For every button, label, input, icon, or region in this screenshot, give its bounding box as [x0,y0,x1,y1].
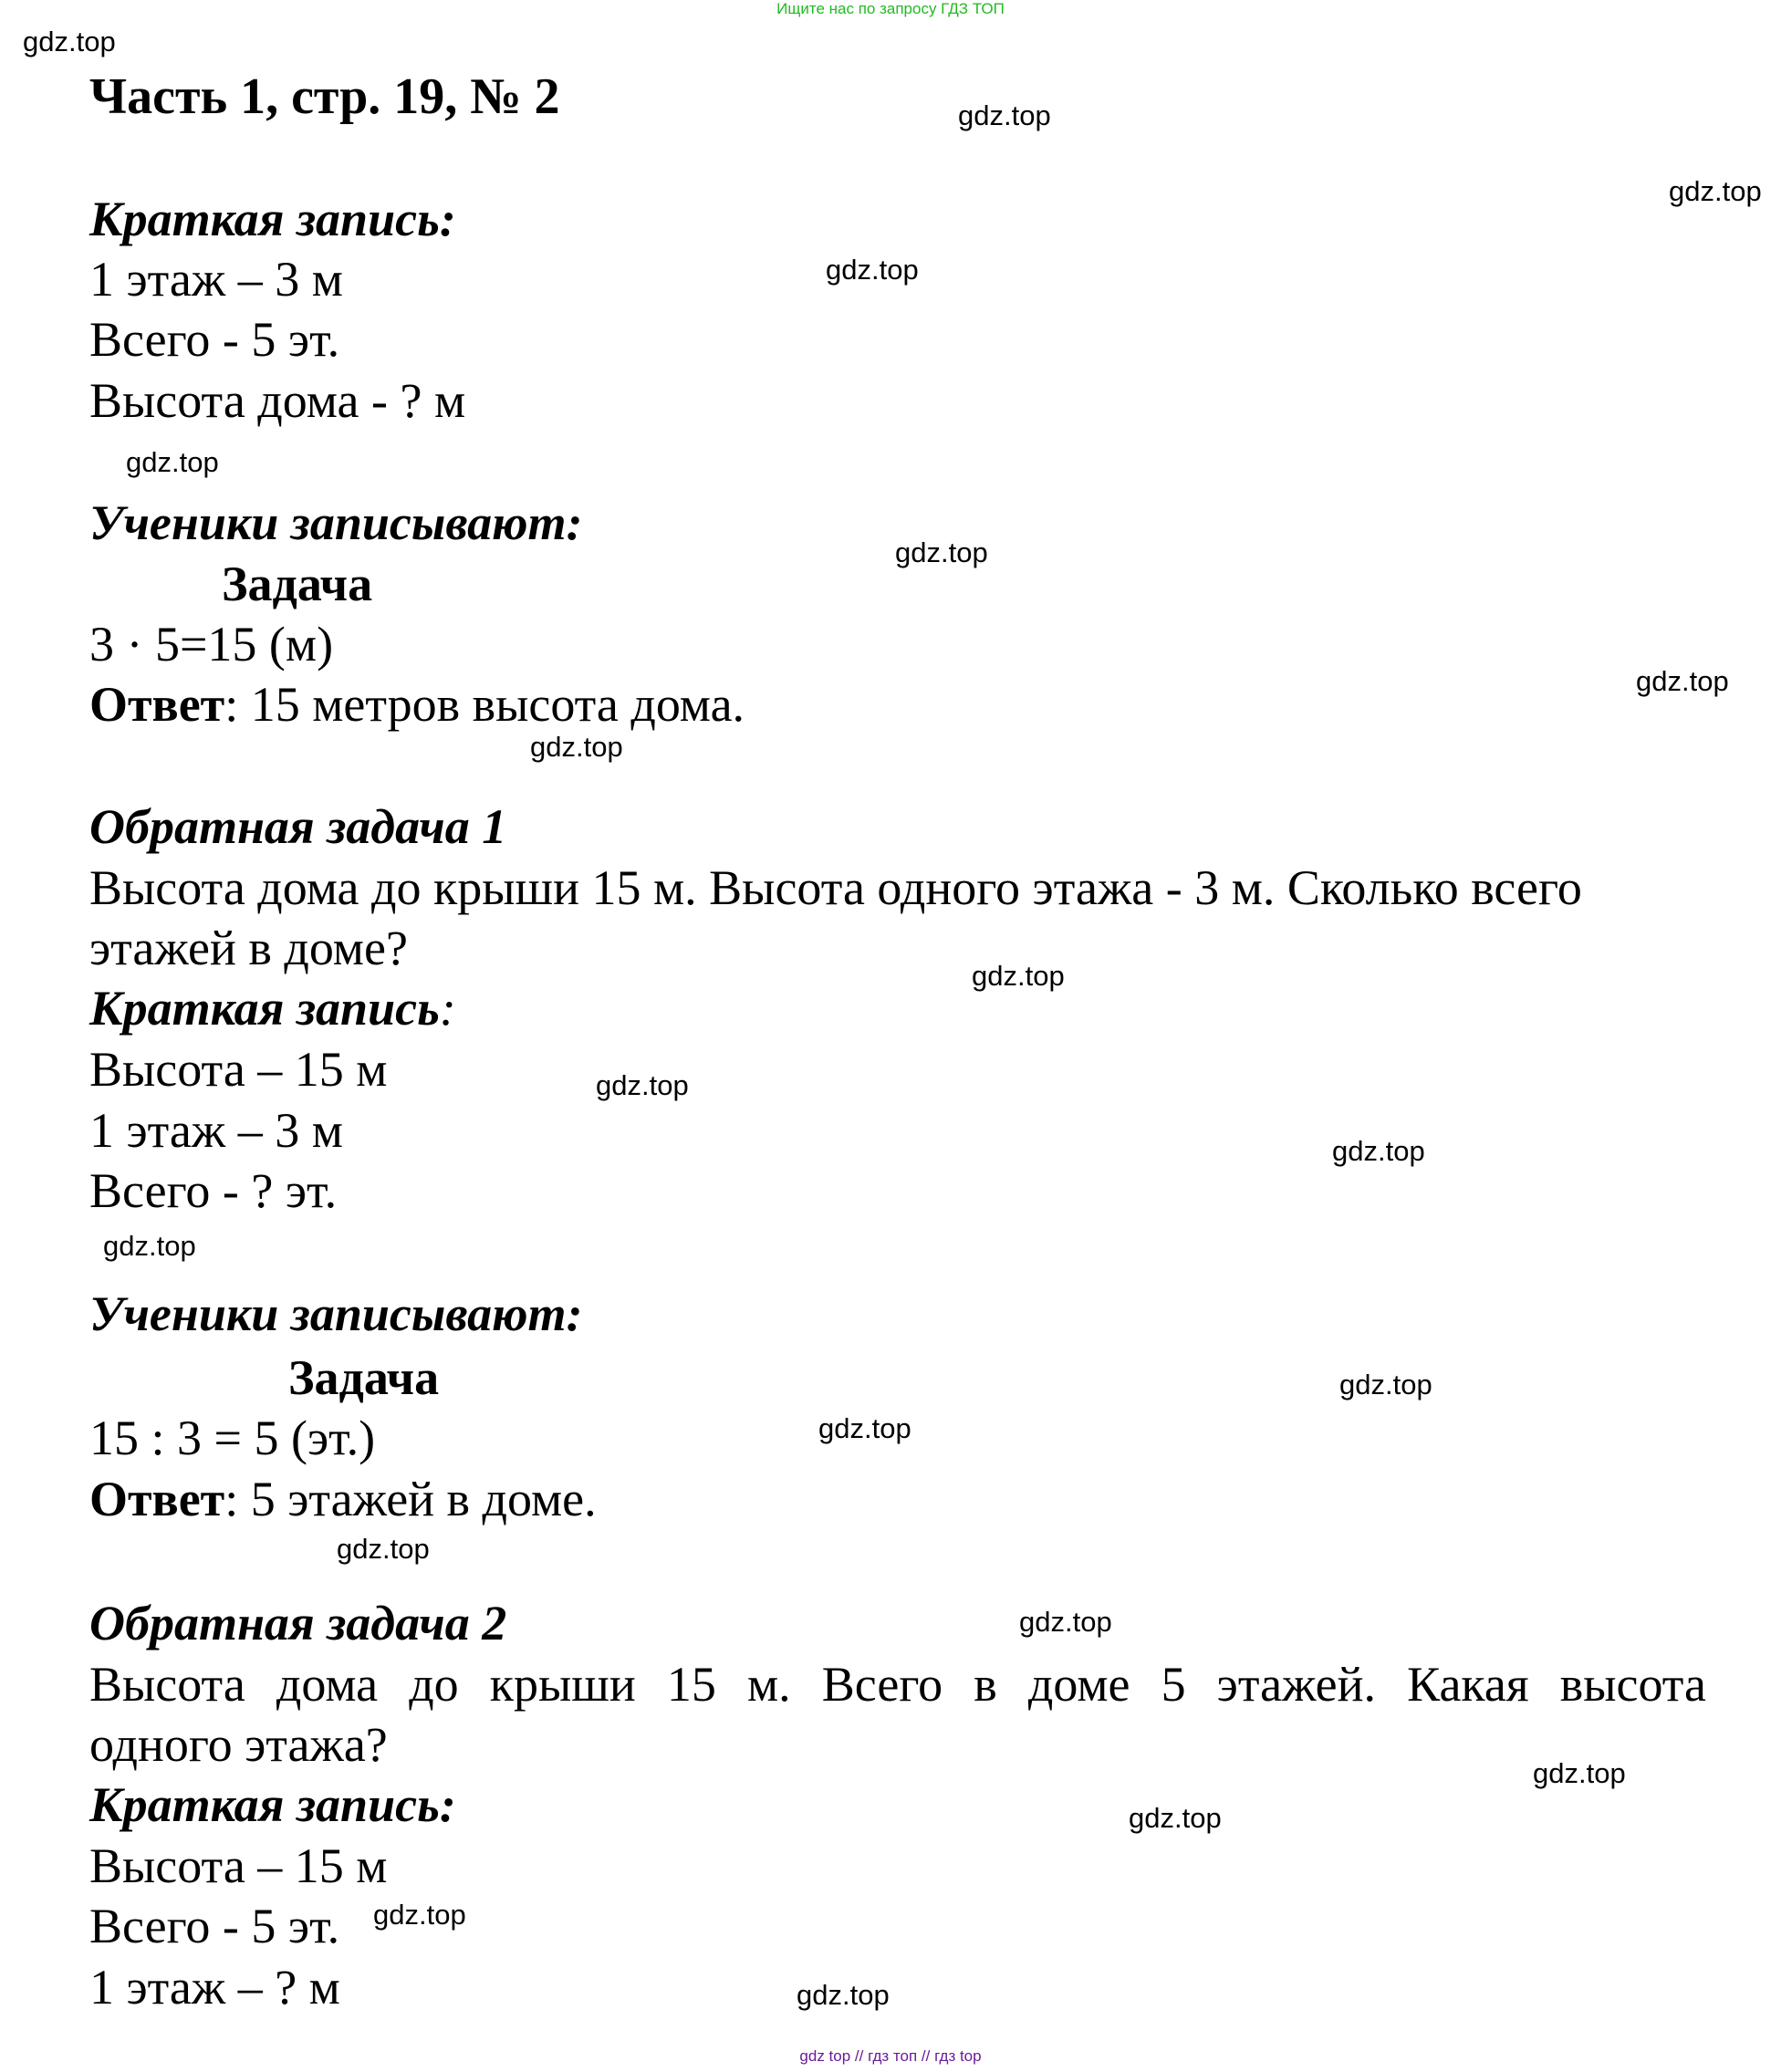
short-record-line: 1 этаж – 3 м [89,252,343,307]
watermark: gdz.top [103,1230,196,1262]
watermark: gdz.top [1019,1606,1112,1638]
watermark: gdz.top [1636,665,1729,697]
page-title: Часть 1, стр. 19, № 2 [89,68,560,125]
watermark: gdz.top [958,99,1051,131]
watermark: gdz.top [126,446,219,478]
answer-label: Ответ [89,1472,225,1526]
short-record-line: Высота – 15 м [89,1838,388,1893]
watermark: gdz.top [895,536,988,568]
inverse-task-2-problem-line: одного этажа? [89,1717,388,1772]
equation: 3 · 5=15 (м) [89,617,334,672]
watermark: gdz.top [373,1899,466,1931]
watermark: gdz.top [972,960,1065,992]
inverse-task-2-problem-line: Высота дома до крыши 15 м. Всего в доме 5 этажей. Какая высота [89,1657,1706,1712]
short-record-heading: Краткая запись: [89,1777,456,1832]
equation: 15 : 3 = 5 (эт.) [89,1411,376,1465]
students-write-heading: Ученики записывают: [89,1286,583,1341]
watermark: gdz.top [530,731,623,763]
answer-text: : 5 этажей в доме. [224,1472,597,1526]
answer-label: Ответ [89,677,225,732]
short-record-line: Высота – 15 м [89,1042,388,1097]
answer-line [89,677,745,732]
watermark: gdz.top [337,1533,430,1565]
watermark: gdz.top [1339,1369,1432,1400]
answer-line [89,1474,597,1524]
short-record-line: 1 этаж – 3 м [89,1103,343,1158]
watermark: gdz.top [1669,175,1762,207]
inverse-task-1-heading: Обратная задача 1 [89,799,507,854]
top-banner: Ищите нас по запросу ГДЗ ТОП [776,0,1005,17]
students-write-heading: Ученики записывают: [89,495,583,550]
task-label: Задача [288,1350,440,1405]
watermark: gdz.top [1332,1135,1425,1167]
short-record-line: Всего - 5 эт. [89,312,340,367]
footer-text: gdz top // гдз топ // гдз top [799,2047,982,2065]
short-record-heading [89,981,456,1036]
short-record-heading: Краткая запись: [89,192,456,246]
short-record-line: Всего - 5 эт. [89,1899,340,1953]
short-record-heading-text: Краткая запись [89,981,440,1036]
watermark: gdz.top [1129,1802,1222,1834]
short-record-colon: : [439,981,456,1036]
answer-text: : 15 метров высота дома. [224,677,745,732]
watermark: gdz.top [596,1069,689,1101]
watermark: gdz.top [1533,1757,1626,1789]
inverse-task-1-problem-line: Высота дома до крыши 15 м. Высота одного этажа - 3 м. Сколько всего [89,860,1582,915]
short-record-line: 1 этаж – ? м [89,1960,340,2015]
inverse-task-2-heading: Обратная задача 2 [89,1596,507,1650]
short-record-line: Высота дома - ? м [89,373,466,428]
task-label: Задача [222,557,373,611]
watermark: gdz.top [797,1979,890,2011]
inverse-task-1-problem-line: этажей в доме? [89,921,408,975]
watermark: gdz.top [818,1412,911,1444]
watermark: gdz.top [23,26,116,57]
watermark: gdz.top [826,254,919,286]
short-record-line: Всего - ? эт. [89,1163,338,1218]
